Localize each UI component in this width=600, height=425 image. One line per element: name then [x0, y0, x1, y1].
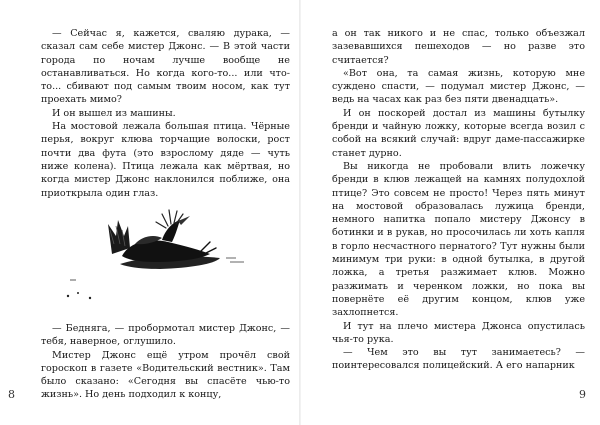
page-number-right: 9 [579, 388, 586, 401]
left-page-bottom-text [41, 322, 290, 402]
paragraph: Вы никогда не пробовали влить ложечку бренди в клюв лежащей на камнях полудохлой птице? Это совсем не просто! Через пять минут на мостовой образовалась лужица бренди, немного напитка попало мистеру Джонсу в ботинки и в рукав, но просочилась ли хоть капля в горло несчастного пернатого? Тут нужны были минимум три руки: в одной бутылка, в другой ложка, а третья разжимает клюв. Можно разжимать и черенком ложки, но пока вы повернёте её другим концом, клюв уже захлопнется. [332, 160, 585, 319]
left-page-top-text [41, 27, 290, 200]
paragraph: На мостовой лежала большая птица. Чёрные перья, вокруг клюва торчащие волоски, рост почти два фута (это взрослому дяде — чуть ниже колена). Птица лежала как мёртвая, но когда мистер Джонс наклонился поближе, она приоткрыла один глаз. [41, 121, 290, 199]
paragraph: И тут на плечо мистера Джонса опустилась чья-то рука. [332, 320, 585, 345]
paragraph: И он вышел из машины. [52, 107, 176, 119]
paragraph: — Чем это вы тут занимаетесь? — поинтересовался полицейский. А его напарник [332, 347, 585, 372]
paragraph: Мистер Джонс ещё утром прочёл свой гороскоп в газете «Водительский вестник». Там было сказано: «Сегодня вы спасёте чью-то жизнь». Но день подходил к концу, [41, 349, 290, 401]
bird-illustration [50, 196, 250, 314]
right-page [300, 0, 600, 425]
paragraph: а он так никого и не спас, только объезжал зазевавшихся пешеходов — но разве это считается? [332, 28, 585, 66]
paragraph: И он поскорей достал из машины бутылку бренди и чайную ложку, которые всегда возил с собой на всякий случай: вдруг даме-пассажирке станет дурно. [332, 107, 585, 159]
paragraph: «Вот она, та самая жизнь, которую мне суждено спасти, — подумал мистер Джонс, — ведь на часах как раз без пяти двенадцать». [332, 67, 585, 106]
right-page-text [332, 27, 585, 373]
page-number-left: 8 [8, 388, 15, 401]
paragraph: — Сейчас я, кажется, сваляю дурака, — сказал сам себе мистер Джонс. — В этой части города по ночам лучше вообще не останавливаться. Но когда кого-то... или что-то... сбивают под самым твоим носом, как тут проехать мимо? [41, 28, 290, 106]
paragraph: — Бедняга, — пробормотал мистер Джонс, — тебя, наверное, оглушило. [41, 323, 290, 348]
